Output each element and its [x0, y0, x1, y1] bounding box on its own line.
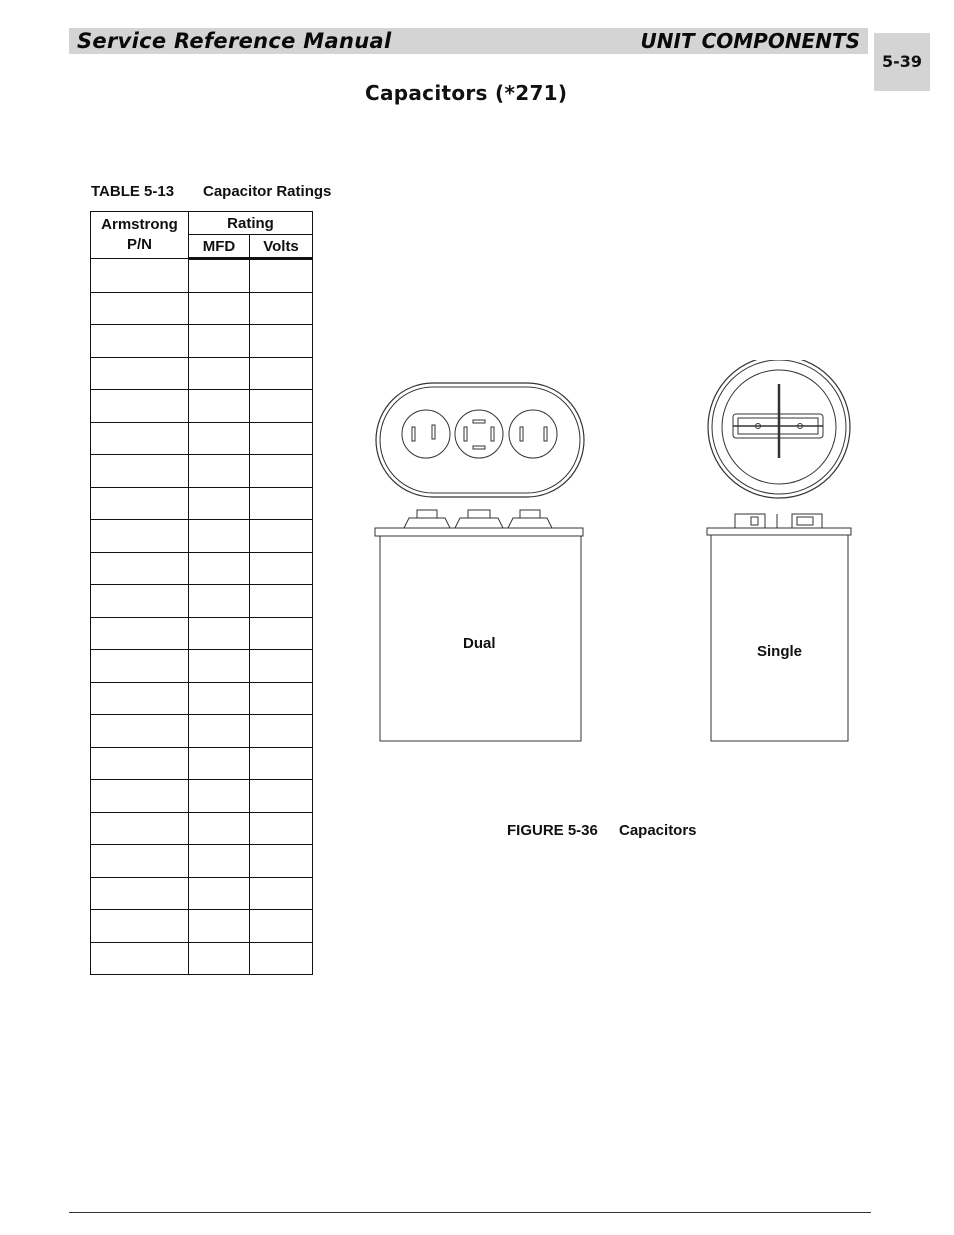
table-row [91, 422, 313, 455]
figure-title: Capacitors [619, 822, 697, 839]
cell-volts [250, 487, 313, 520]
header-bar [69, 28, 868, 54]
single-capacitor-top-view [708, 360, 850, 498]
cell-volts [250, 292, 313, 325]
cell-volts [250, 585, 313, 618]
cell-pn [91, 877, 189, 910]
cell-pn [91, 422, 189, 455]
cell-mfd [189, 325, 250, 358]
table-title: Capacitor Ratings [203, 183, 332, 200]
cell-pn [91, 780, 189, 813]
cell-mfd [189, 747, 250, 780]
cell-mfd [189, 585, 250, 618]
table-row [91, 845, 313, 878]
cell-pn [91, 292, 189, 325]
cell-mfd [189, 357, 250, 390]
table-row [91, 780, 313, 813]
cell-mfd [189, 650, 250, 683]
table-number: TABLE 5-13 [91, 183, 175, 200]
cell-mfd [189, 942, 250, 975]
table-row [91, 325, 313, 358]
cell-mfd [189, 455, 250, 488]
cell-mfd [189, 292, 250, 325]
cell-pn [91, 357, 189, 390]
table-row [91, 292, 313, 325]
cell-mfd [189, 877, 250, 910]
single-capacitor-side-view [707, 514, 851, 741]
cell-pn [91, 520, 189, 553]
cell-pn [91, 259, 189, 293]
cell-pn [91, 617, 189, 650]
cell-pn [91, 682, 189, 715]
single-label: Single [757, 643, 803, 660]
cell-mfd [189, 682, 250, 715]
cell-mfd [189, 780, 250, 813]
cell-mfd [189, 715, 250, 748]
cell-pn [91, 487, 189, 520]
cell-pn [91, 390, 189, 423]
cell-volts [250, 682, 313, 715]
col-header-rating: Rating [189, 212, 313, 235]
table-row [91, 455, 313, 488]
table-row [91, 552, 313, 585]
cell-volts [250, 390, 313, 423]
footer-rule [69, 1212, 871, 1213]
table-body [91, 259, 313, 975]
capacitors-figure [360, 360, 860, 750]
cell-pn [91, 325, 189, 358]
table-row [91, 812, 313, 845]
cell-pn [91, 845, 189, 878]
cell-mfd [189, 259, 250, 293]
table-row [91, 682, 313, 715]
capacitor-ratings-table [90, 211, 313, 975]
table-row [91, 747, 313, 780]
cell-volts [250, 357, 313, 390]
table-row [91, 390, 313, 423]
table-row [91, 259, 313, 293]
table-caption [91, 183, 331, 200]
manual-title: Service Reference Manual [77, 29, 392, 53]
cell-volts [250, 747, 313, 780]
cell-volts [250, 910, 313, 943]
table-row [91, 585, 313, 618]
cell-pn [91, 650, 189, 683]
cell-pn [91, 812, 189, 845]
cell-mfd [189, 617, 250, 650]
col-header-volts: Volts [250, 235, 313, 259]
cell-volts [250, 325, 313, 358]
figure-number: FIGURE 5-36 [507, 822, 598, 839]
table-row [91, 617, 313, 650]
figure-caption [507, 822, 697, 839]
cell-volts [250, 812, 313, 845]
dual-label: Dual [463, 635, 496, 652]
cell-mfd [189, 390, 250, 423]
page-number: 5-39 [881, 52, 923, 71]
table-row [91, 520, 313, 553]
table-row [91, 487, 313, 520]
table-row [91, 910, 313, 943]
cell-mfd [189, 812, 250, 845]
cell-volts [250, 552, 313, 585]
dual-capacitor-side-view [375, 510, 583, 741]
table-row [91, 357, 313, 390]
table-row [91, 715, 313, 748]
cell-volts [250, 422, 313, 455]
section-title: Capacitors (*271) [365, 81, 568, 105]
cell-volts [250, 455, 313, 488]
cell-pn [91, 552, 189, 585]
cell-mfd [189, 520, 250, 553]
cell-volts [250, 845, 313, 878]
cell-volts [250, 942, 313, 975]
chapter-title: UNIT COMPONENTS [640, 29, 860, 53]
table-row [91, 942, 313, 975]
cell-volts [250, 259, 313, 293]
cell-pn [91, 715, 189, 748]
page-tab [874, 33, 930, 91]
cell-volts [250, 715, 313, 748]
cell-pn [91, 455, 189, 488]
cell-mfd [189, 845, 250, 878]
cell-volts [250, 877, 313, 910]
dual-capacitor-top-view [376, 383, 584, 497]
cell-pn [91, 585, 189, 618]
cell-volts [250, 617, 313, 650]
cell-pn [91, 910, 189, 943]
cell-mfd [189, 910, 250, 943]
cell-volts [250, 650, 313, 683]
table-row [91, 650, 313, 683]
cell-volts [250, 520, 313, 553]
table-row [91, 877, 313, 910]
cell-pn [91, 942, 189, 975]
cell-volts [250, 780, 313, 813]
col-header-mfd: MFD [189, 235, 250, 259]
col-header-pn: Armstrong P/N [91, 212, 189, 259]
cell-mfd [189, 422, 250, 455]
cell-pn [91, 747, 189, 780]
cell-mfd [189, 552, 250, 585]
cell-mfd [189, 487, 250, 520]
